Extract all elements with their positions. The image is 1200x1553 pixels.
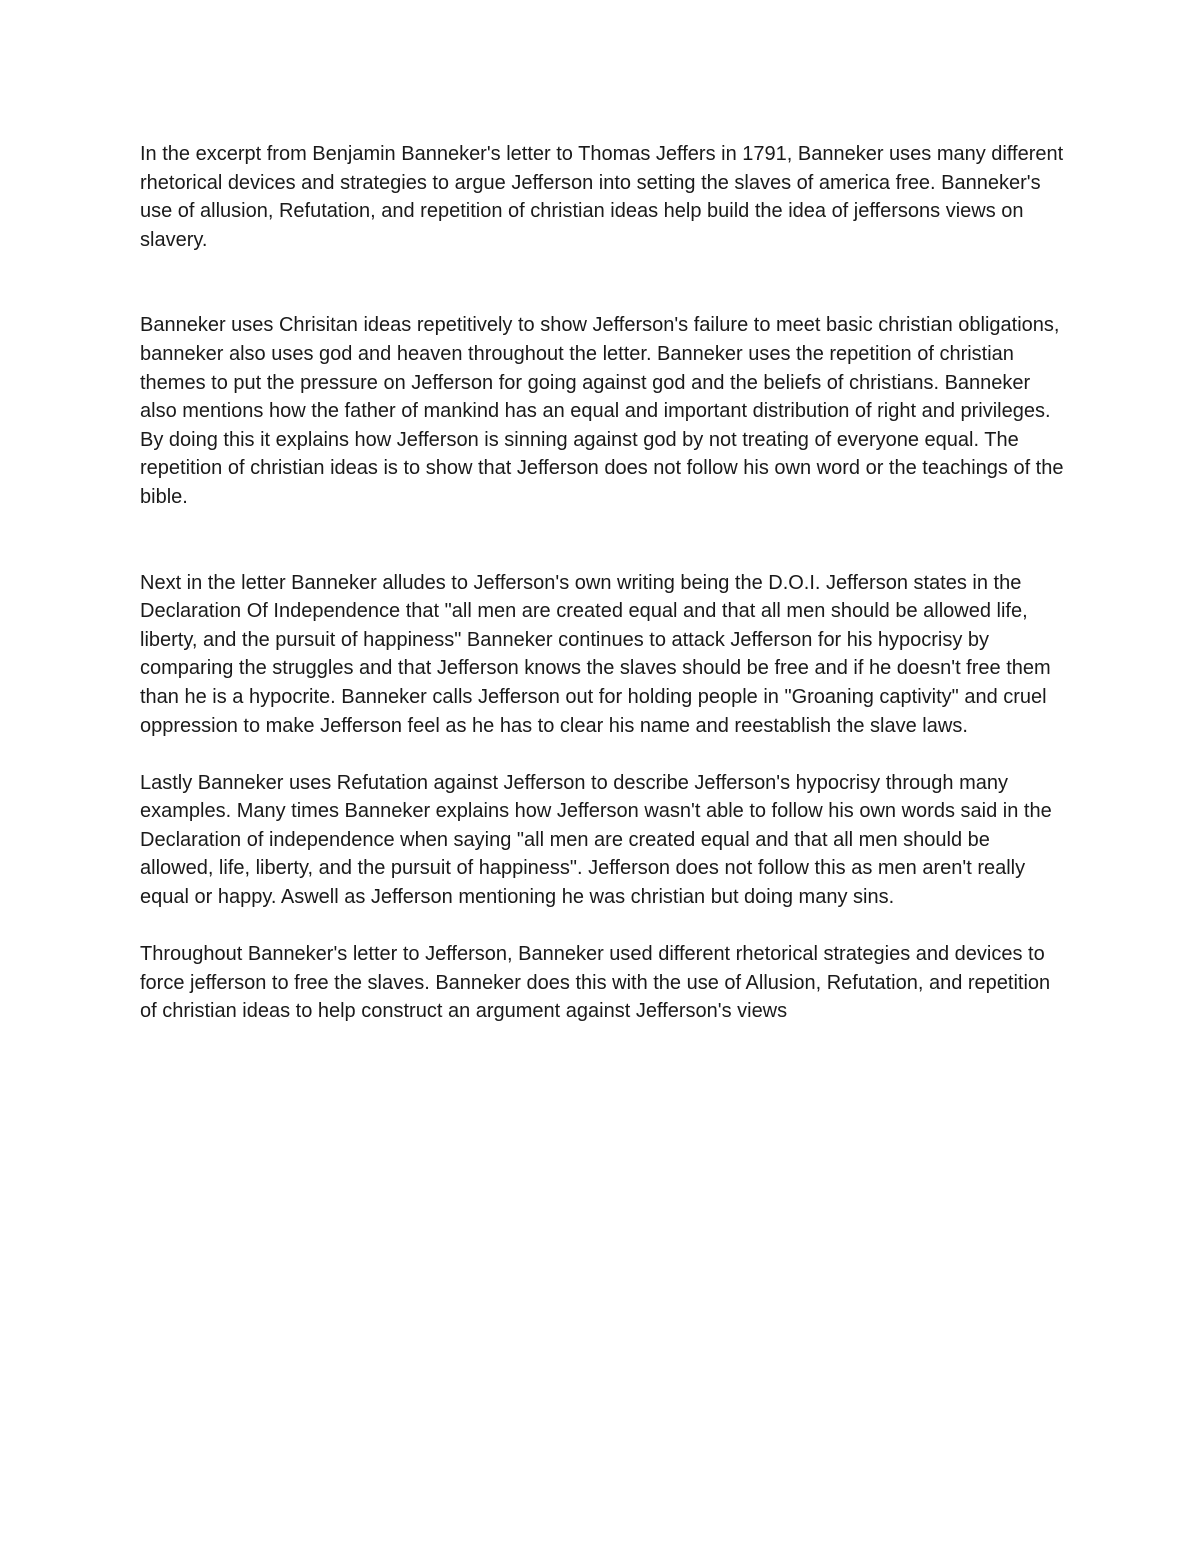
paragraph-christian-ideas: Banneker uses Chrisitan ideas repetitively to show Jefferson's failure to meet basic christian obligations, banneker also uses god and heaven throughout the letter. Banneker uses the repetition of christian themes to put the pressure on Jefferson for going against god and the beliefs of christians. Banneker also mentions how the father of mankind has an equal and important distribution of right and privileges. By doing this it explains how Jefferson is sinning against god by not treating of everyone equal. The repetition of christian ideas is to show that Jefferson does not follow his own word or the teachings of the bible. [140, 314, 1064, 508]
document-body [140, 140, 1065, 1026]
paragraph-introduction: In the excerpt from Benjamin Banneker's letter to Thomas Jeffers in 1791, Banneker uses many different rhetorical devices and strategies to argue Jefferson into setting the slaves of america free. Banneker's use of allusion, Refutation, and repetition of christian ideas help build the idea of jeffersons views on slavery. [140, 143, 1064, 251]
paragraph-conclusion: Throughout Banneker's letter to Jefferson, Banneker used different rhetorical strategies and devices to force jefferson to free the slaves. Banneker does this with the use of Allusion, Refutation, and repetition of christian ideas to help construct an argument against Jefferson's views [140, 943, 1051, 1023]
paragraph-refutation: Lastly Banneker uses Refutation against Jefferson to describe Jefferson's hypocrisy through many examples. Many times Banneker explains how Jefferson wasn't able to follow his own words said in the Declaration of independence when saying "all men are created equal and that all men should be allowed, life, liberty, and the pursuit of happiness". Jefferson does not follow this as men aren't really equal or happy. Aswell as Jefferson mentioning he was christian but doing many sins. [140, 771, 1052, 909]
paragraph-allusion: Next in the letter Banneker alludes to Jefferson's own writing being the D.O.I. Jefferson states in the Declaration Of Independence that "all men are created equal and that all men should be allowed life, liberty, and the pursuit of happiness" Banneker continues to attack Jefferson for his hypocrisy by comparing the struggles and that Jefferson knows the slaves should be free and if he doesn't free them than he is a hypocrite. Banneker calls Jefferson out for holding people in "Groaning captivity" and cruel oppression to make Jefferson feel as he has to clear his name and reestablish the slave laws. [140, 571, 1051, 737]
